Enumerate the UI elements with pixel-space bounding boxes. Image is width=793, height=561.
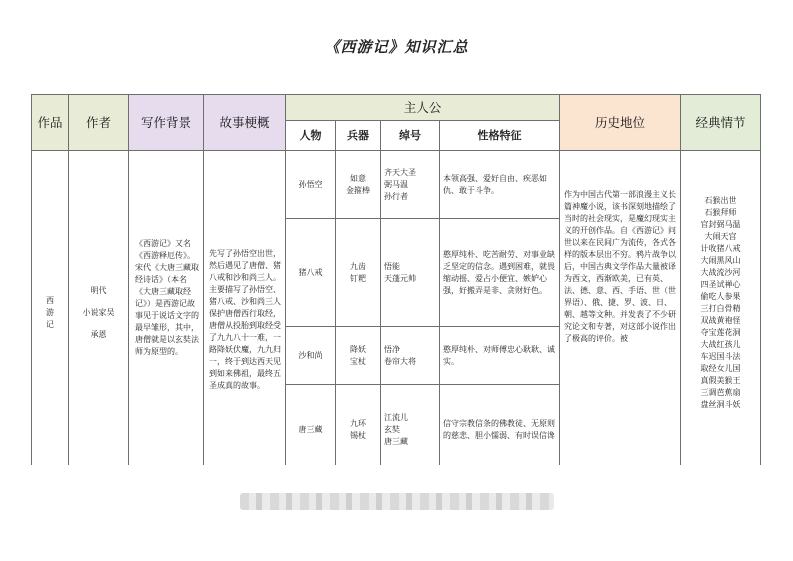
header-work: 作品 (32, 95, 69, 151)
work-cell: 西 游 记 (32, 151, 69, 475)
character-nickname: 悟能 天蓬元帅 (381, 219, 440, 327)
subheader-character: 人物 (286, 121, 336, 151)
background-cell: 《西游记》又名《西游释厄传》。宋代《大唐三藏取经诗话》（本名《大唐三藏取经记》）是西游记故事见于说话文字的最早雏形，其中，唐僧就是以玄奘法师为原型的。 (129, 151, 204, 475)
character-weapon: 九环 锡杖 (336, 385, 381, 475)
character-name: 沙和尚 (286, 327, 336, 385)
character-nickname: 悟净 卷帘大将 (381, 327, 440, 385)
character-name: 唐三藏 (286, 385, 336, 475)
character-nickname: 齐天大圣 弼马温 孙行者 (381, 151, 440, 219)
header-plot: 故事梗概 (204, 95, 286, 151)
history-cell: 作为中国古代第一部浪漫主义长篇神魔小说，该书深刻地描绘了当时的社会现实，是魔幻现实主义的开创作品。自《西游记》问世以来在民间广为流传，各式各样的版本层出不穷。鸦片战争以后，中国古典文学作品大量被译为西文，西渐欧美，已有英、法、德、意、西、手语、世（世界语）、俄、捷、罗、波、日、朝、越等文种。并发表了不少研究论文和专著，对这部小说作出了极高的评价。被 (560, 151, 681, 475)
character-name: 孙悟空 (286, 151, 336, 219)
author-cell: 明代 小说家吴 承恩 (69, 151, 129, 475)
character-weapon: 降妖 宝杖 (336, 327, 381, 385)
header-author: 作者 (69, 95, 129, 151)
subheader-traits: 性格特征 (440, 121, 560, 151)
header-background: 写作背景 (129, 95, 204, 151)
knowledge-summary-table (31, 94, 761, 475)
character-traits: 本领高强、爱好自由、疾恶如仇、敢于斗争。 (440, 151, 560, 219)
subheader-weapon: 兵器 (336, 121, 381, 151)
character-nickname: 江流儿 玄奘 唐三藏 (381, 385, 440, 475)
character-traits: 憨厚纯朴、对师傅忠心耿耿、诚实。 (440, 327, 560, 385)
character-weapon: 如意 金箍棒 (336, 151, 381, 219)
character-name: 猪八戒 (286, 219, 336, 327)
header-history: 历史地位 (560, 95, 681, 151)
subheader-nickname: 绰号 (381, 121, 440, 151)
header-classic: 经典情节 (681, 95, 761, 151)
page-cutoff (0, 465, 793, 561)
blurred-watermark (240, 493, 554, 510)
document-title: 《西游记》知识汇总 (324, 38, 469, 56)
header-protagonist: 主人公 (286, 95, 560, 121)
plot-cell: 先写了孙悟空出世，然后遇见了唐僧、猪八戒和沙和尚三人。主要描写了孙悟空、猪八戒、沙和尚三人保护唐僧西行取经，唐僧从投胎到取经受了九九八十一难，一路降妖伏魔，九九归一，终于到达西天见到如来佛祖，最终五圣成真的故事。 (204, 151, 286, 475)
character-traits: 憨厚纯朴、吃苦耐劳、对事业缺乏坚定的信念。遇到困难，就畏缩动摇、爱占小便宜、嫉妒心强，好搬弄是非、贪财好色。 (440, 219, 560, 327)
character-weapon: 九齿 钉耙 (336, 219, 381, 327)
character-traits: 信守宗教信条的佛教徒、无原则的慈悲、胆小懦弱、有时误信谗 (440, 385, 560, 475)
classic-plots-cell: 石猴出世 石猴拜师 官封弼马温 大闹天宫 计收猪八戒 大闹黑风山 大战流沙河 四圣试禅心 偷吃人参果 三打白骨精 双战黄袍怪 夺宝莲花洞 大战红孩儿 车迟国斗法 取经女儿国 真假美猴王 三调芭蕉扇 盘丝洞斗妖 (681, 151, 761, 475)
